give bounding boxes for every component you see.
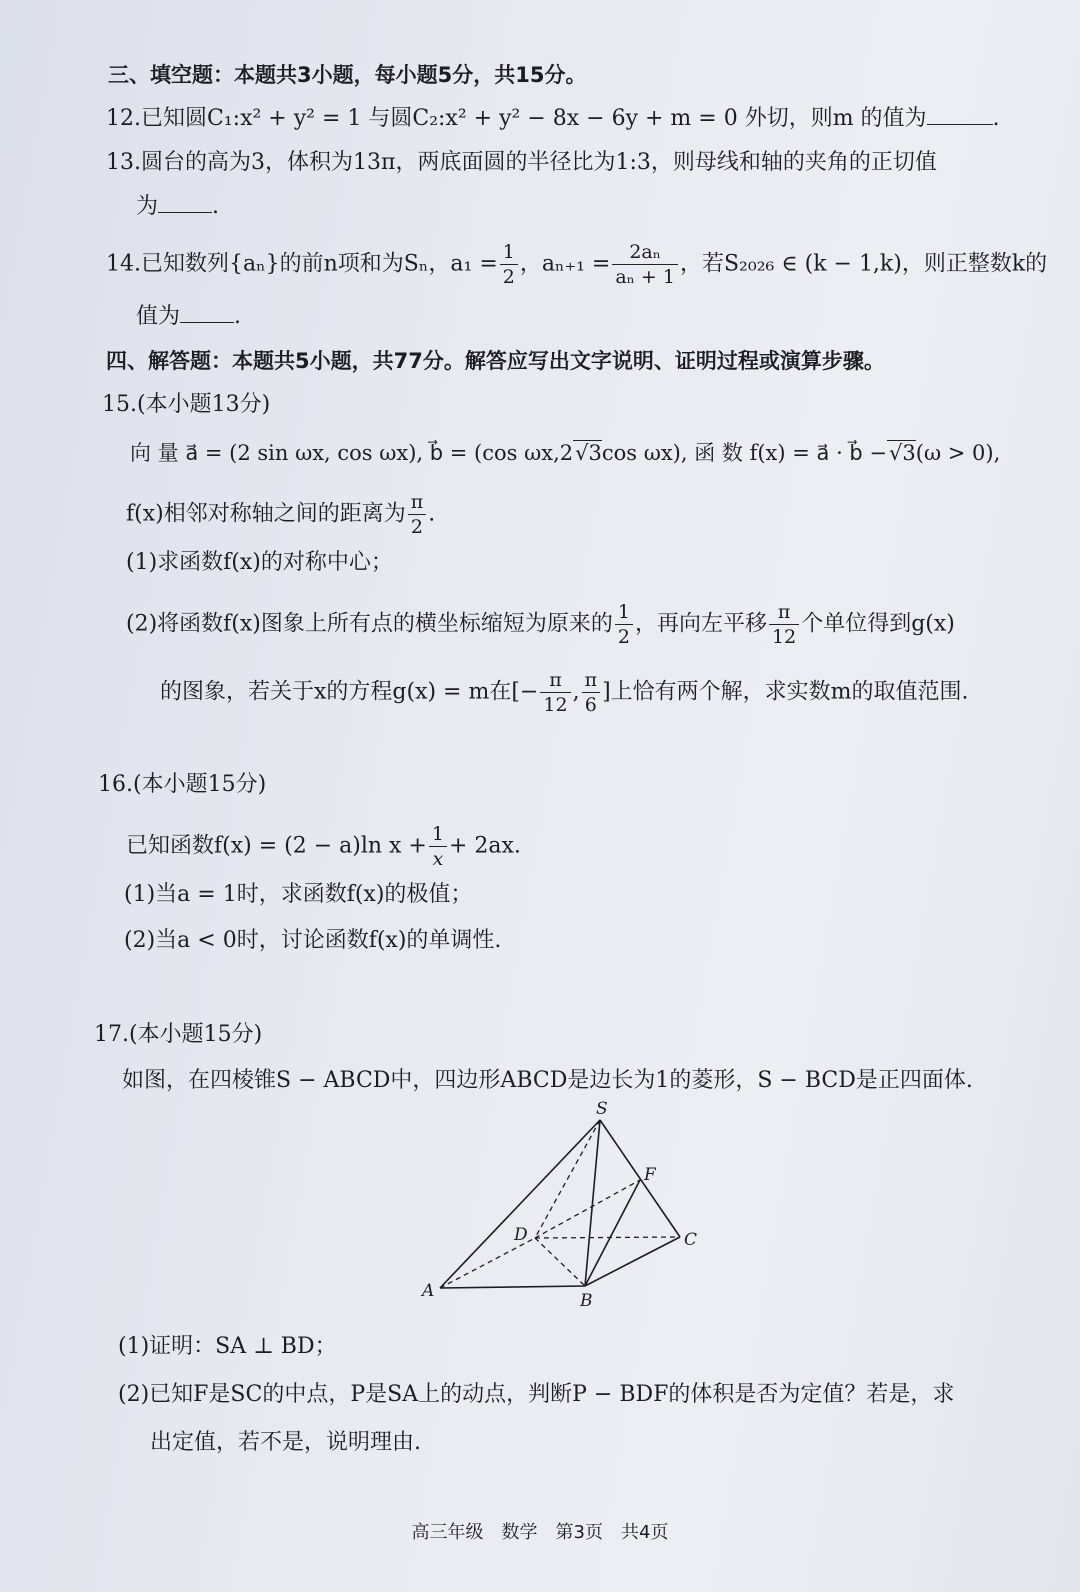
question-15-part2: (2)将函数f(x)图象上所有点的横坐标缩短为原来的 $\frac{1}{2}$ ，再向左平移 $\frac{\pi}{12}$ 个单位得到g(x) [126,601,955,648]
label-B: B [580,1291,593,1311]
question-13-line2: 为 . [136,194,220,219]
section-3-title: 三、填空题：本题共3小题，每小题5分，共15分。 [108,63,587,87]
question-17-part2: (2)已知F是SC的中点，P是SA上的动点，判断P − BDF的体积是否为定值？若是，求 [118,1382,955,1407]
label-D: D [514,1225,528,1245]
question-12: 12.已知圆C₁:x² + y² = 1 与圆C₂:x² + y² − 8x − 6y + m = 0 外切，则m 的值为 . [106,106,1000,131]
question-14: 14.已知数列{aₙ}的前n项和为Sₙ，a₁ = $\frac{1}{2}$ ，aₙ₊₁ = $\frac{\text{2aₙ}}{\text{aₙ + 1}}$ ，若S₂₀₂₆ ∈ (k − 1,k)，则正整数k的 [106,241,1048,288]
question-13 [106,148,937,178]
answer-blank [180,302,234,323]
label-F: F [644,1165,656,1185]
label-C: C [684,1230,698,1250]
question-14-line2: 值为 . [136,304,242,329]
page-footer: 高三年级 数学 第3页 共4页 [411,1522,669,1543]
question-text: 已知圆C₁:x² + y² = 1 与圆C₂:x² + y² − 8x − 6y + m = 0 外切，则m 的值为 [141,106,927,131]
question-16-part1: (1)当a = 1时，求函数f(x)的极值； [124,882,473,907]
edge-BC [585,1237,680,1286]
edge-SC [600,1120,680,1237]
pyramid-diagram [410,1100,730,1320]
answer-blank [927,104,993,125]
label-S: S [596,1100,608,1119]
question-number: 13. [106,150,141,175]
question-number: 12. [106,106,141,131]
question-15-header: 15.(本小题13分) [102,392,271,417]
question-16-part2: (2)当a < 0时，讨论函数f(x)的单调性. [124,928,502,953]
question-17-header: 17.(本小题15分) [94,1022,263,1047]
question-17-intro: 如图，在四棱锥S − ABCD中，四边形ABCD是边长为1的菱形，S − BCD是正四面体. [122,1068,973,1093]
edge-AD [440,1238,535,1288]
question-15-vectors: 向 量 a⃗ = (2 sin ωx, cos ωx), b⃗ = (cos ωx,2√3cos ωx), 函 数 f(x) = a⃗ · b⃗ −√3(ω > 0), [130,441,1001,465]
question-number: 14. [106,251,141,277]
question-15-distance: f(x)相邻对称轴之间的距离为 $\frac{\pi}{2}$ . [126,491,436,538]
question-16-header: 16.(本小题15分) [98,772,267,797]
edge-DC [535,1237,680,1238]
edge-DB [535,1238,585,1286]
question-16-function: 已知函数f(x) = (2 − a)ln x + $\frac{1}{x}$ + 2ax. [126,823,521,870]
edge-AB [440,1286,585,1288]
question-17-part1: (1)证明：SA ⊥ BD； [118,1334,337,1359]
answer-blank [158,192,212,213]
question-15-part2-line2: 的图象，若关于x的方程g(x) = m在[− $\frac{\pi}{12}$ , $\frac{\pi}{6}$ ]上恰有两个解，求实数m的取值范围. [160,669,969,716]
section-4-title: 四、解答题：本题共5小题，共77分。解答应写出文字说明、证明过程或演算步骤。 [106,349,885,373]
question-17-part2-line2: 出定值，若不是，说明理由. [150,1430,421,1455]
edge-SA [440,1120,600,1288]
question-text: 圆台的高为3，体积为13π，两底面圆的半径比为1:3，则母线和轴的夹角的正切值 [141,150,937,175]
question-15-part1: (1)求函数f(x)的对称中心； [126,550,393,575]
fraction: $\frac{\text{2aₙ}}{\text{aₙ + 1}}$ [612,240,678,289]
label-A: A [422,1281,435,1301]
fraction: $\frac{1}{2}$ [500,240,518,289]
